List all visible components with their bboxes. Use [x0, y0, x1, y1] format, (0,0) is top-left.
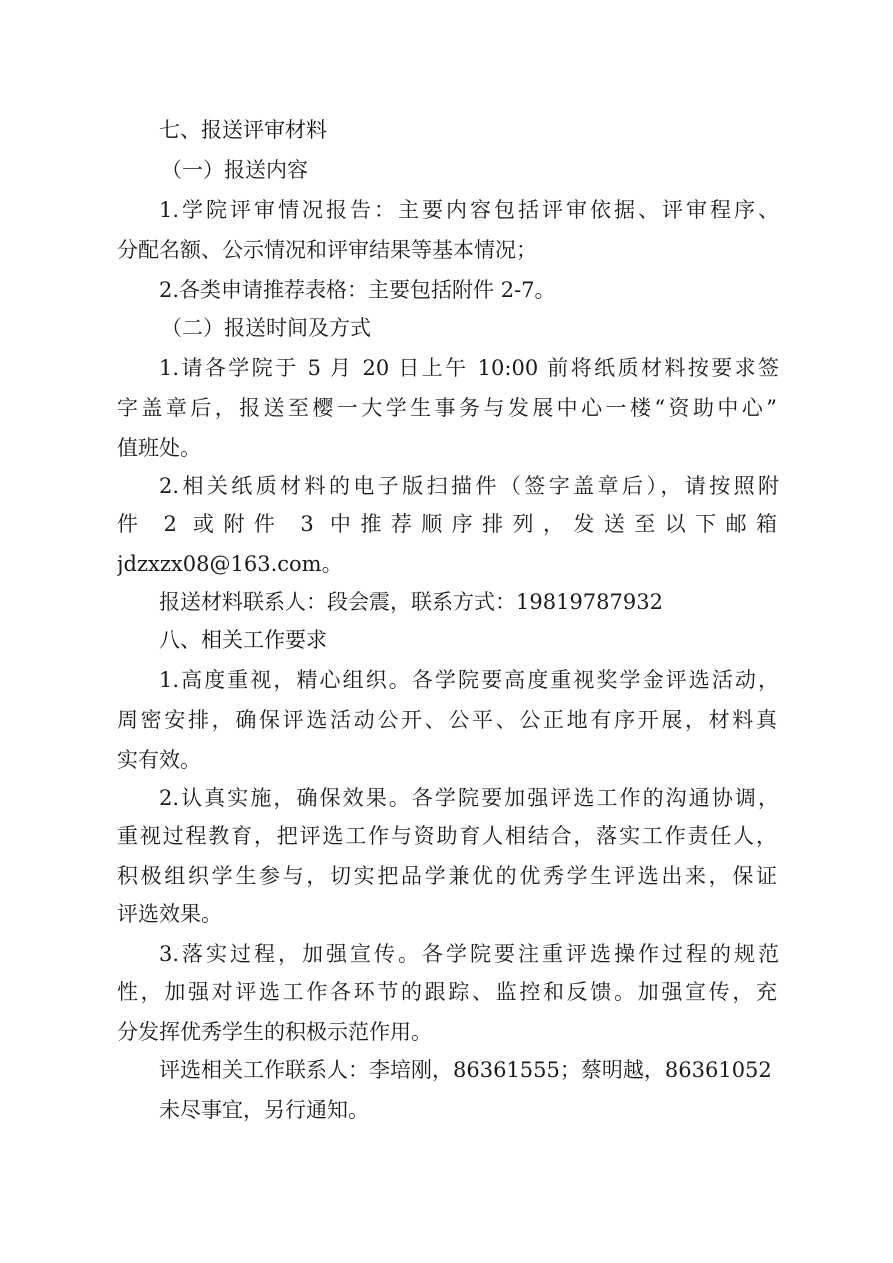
- email-line: jdzxzx08@163.com。: [117, 552, 343, 576]
- paragraph-line: 1.高度重视，精心组织。各学院要高度重视奖学金评选活动，: [159, 668, 779, 692]
- paragraph-line: 性，加强对评选工作各环节的跟踪、监控和反馈。加强宣传，充: [117, 980, 777, 1004]
- paragraph-line: 评选效果。: [117, 902, 222, 926]
- paragraph-line: 积极组织学生参与，切实把品学兼优的优秀学生评选出来，保证: [117, 864, 777, 888]
- section-heading-8: 八、相关工作要求: [159, 628, 327, 652]
- paragraph-line: 2.各类申请推荐表格：主要包括附件 2-7。: [159, 278, 556, 302]
- paragraph-line: 1.请各学院于 5 月 20 日上午 10:00 前将纸质材料按要求签: [159, 356, 779, 380]
- contact-line: 评选相关工作联系人：李培刚，86361555；蔡明越，86361052: [159, 1058, 772, 1082]
- paragraph-line: 实有效。: [117, 748, 201, 772]
- paragraph-line: 分配名额、公示情况和评审结果等基本情况；: [117, 238, 537, 262]
- paragraph-line: 字盖章后，报送至樱一大学生事务与发展中心一楼“资助中心”: [117, 396, 777, 420]
- paragraph-line: 分发挥优秀学生的积极示范作用。: [117, 1020, 432, 1044]
- paragraph-line: 2.相关纸质材料的电子版扫描件（签字盖章后），请按照附: [159, 474, 779, 498]
- subsection-heading-time: （二）报送时间及方式: [161, 316, 371, 340]
- paragraph-line: 2.认真实施，确保效果。各学院要加强评选工作的沟通协调，: [159, 786, 779, 810]
- paragraph-line: 周密安排，确保评选活动公开、公平、公正地有序开展，材料真: [117, 708, 777, 732]
- paragraph-line: 值班处。: [117, 436, 201, 460]
- contact-line: 报送材料联系人：段会震，联系方式：19819787932: [159, 590, 663, 614]
- paragraph-line: 1.学院评审情况报告：主要内容包括评审依据、评审程序、: [159, 198, 779, 222]
- closing-line: 未尽事宜，另行通知。: [159, 1098, 369, 1122]
- section-heading-7: 七、报送评审材料: [159, 118, 327, 142]
- paragraph-line: 重视过程教育，把评选工作与资助育人相结合，落实工作责任人，: [117, 824, 777, 848]
- paragraph-line: 3.落实过程，加强宣传。各学院要注重评选操作过程的规范: [159, 942, 779, 966]
- subsection-heading-content: （一）报送内容: [161, 158, 308, 182]
- paragraph-line: 件 2 或附件 3 中推荐顺序排列，发送至以下邮箱: [117, 512, 777, 536]
